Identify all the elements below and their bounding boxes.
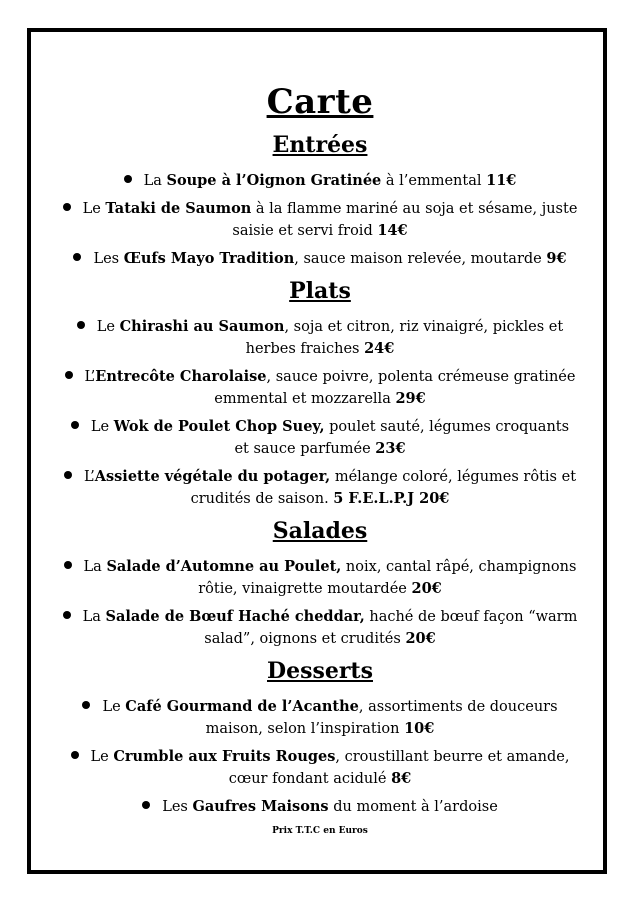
menu-item: Le Crumble aux Fruits Rouges, croustillant beurre et amande, cœur fondant acidulé 8€ (58, 746, 582, 790)
section-title-entrees: Entrées (272, 132, 368, 158)
dish-price: 10€ (404, 720, 435, 737)
dish-name: Soupe à l’Oignon Gratinée (166, 172, 382, 189)
bullet-icon (124, 175, 132, 183)
dish-price: 23€ (375, 440, 406, 457)
bullet-icon (63, 611, 71, 619)
menu-item: L’Entrecôte Charolaise, sauce poivre, polenta crémeuse gratinée emmental et mozzarella 29€ (58, 366, 582, 410)
menu-item: Le Wok de Poulet Chop Suey, poulet sauté, légumes croquants et sauce parfumée 23€ (58, 416, 582, 460)
dish-name: Assiette végétale du potager, (94, 468, 331, 485)
bullet-icon (82, 701, 90, 709)
dish-name: Œufs Mayo Tradition (123, 250, 295, 267)
dish-name: Salade d’Automne au Poulet, (106, 558, 342, 575)
dish-name: Entrecôte Charolaise (95, 368, 267, 385)
section-title-desserts: Desserts (267, 658, 373, 684)
bullet-icon (77, 321, 85, 329)
dish-price: 9€ (546, 250, 567, 267)
section-items-desserts (58, 696, 582, 818)
dish-name: Crumble aux Fruits Rouges (113, 748, 336, 765)
price-note: Prix T.T.C en Euros (272, 826, 368, 836)
bullet-icon (71, 751, 79, 759)
dish-price: 8€ (391, 770, 412, 787)
menu-item: L’Assiette végétale du potager, mélange coloré, légumes rôtis et crudités de saison. 5 F.E.L.P.J 20€ (58, 466, 582, 510)
section-items-plats (58, 316, 582, 510)
menu-document (58, 78, 582, 838)
section-title-salades: Salades (272, 518, 368, 544)
dish-price: 20€ (411, 580, 442, 597)
dish-price: 14€ (377, 222, 408, 239)
dish-name: Tataki de Saumon (105, 200, 252, 217)
dish-name: Café Gourmand de l’Acanthe (125, 698, 359, 715)
bullet-icon (71, 421, 79, 429)
bullet-icon (64, 471, 72, 479)
menu-item: La Salade de Bœuf Haché cheddar, haché de bœuf façon “warm salad”, oignons et crudités 20€ (58, 606, 582, 650)
menu-item: Le Café Gourmand de l’Acanthe, assortiments de douceurs maison, selon l’inspiration 10€ (58, 696, 582, 740)
menu-title: Carte (266, 82, 374, 122)
section-items-entrees (58, 170, 582, 270)
bullet-icon (65, 371, 73, 379)
dish-name: Gaufres Maisons (192, 798, 329, 815)
dish-price: 11€ (486, 172, 517, 189)
dish-price: 24€ (364, 340, 395, 357)
dish-name: Chirashi au Saumon (119, 318, 285, 335)
bullet-icon (142, 801, 150, 809)
menu-item: Le Chirashi au Saumon, soja et citron, riz vinaigré, pickles et herbes fraiches 24€ (58, 316, 582, 360)
dish-price: 29€ (395, 390, 426, 407)
menu-item: Les Œufs Mayo Tradition, sauce maison relevée, moutarde 9€ (58, 248, 582, 270)
dish-price: 5 F.E.L.P.J 20€ (333, 490, 450, 507)
section-items-salades (58, 556, 582, 650)
dish-name: Salade de Bœuf Haché cheddar, (105, 608, 365, 625)
bullet-icon (73, 253, 81, 261)
bullet-icon (64, 561, 72, 569)
dish-price: 20€ (405, 630, 436, 647)
section-title-plats: Plats (289, 278, 351, 304)
bullet-icon (63, 203, 71, 211)
dish-name: Wok de Poulet Chop Suey, (113, 418, 325, 435)
menu-item: La Soupe à l’Oignon Gratinée à l’emmental 11€ (58, 170, 582, 192)
menu-item: La Salade d’Automne au Poulet, noix, cantal râpé, champignons rôtie, vinaigrette moutardée 20€ (58, 556, 582, 600)
menu-item: Le Tataki de Saumon à la flamme mariné au soja et sésame, juste saisie et servi froid 14€ (58, 198, 582, 242)
menu-item: Les Gaufres Maisons du moment à l’ardoise (58, 796, 582, 818)
